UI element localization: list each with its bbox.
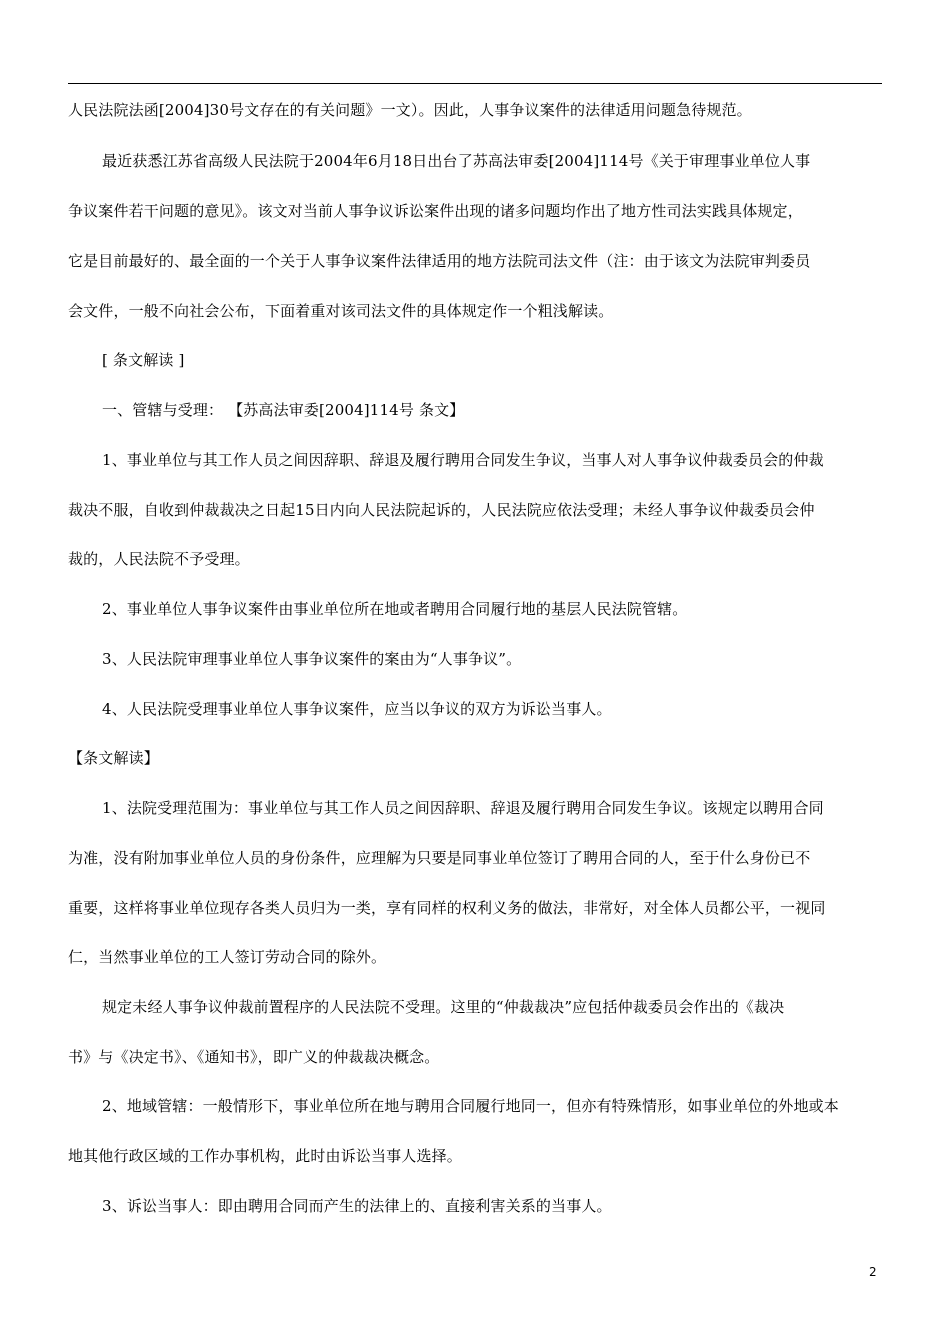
subsection-heading: 一、管辖与受理： 【苏高法审委[2004]114号 条文】 — [102, 401, 465, 419]
text-line: 仁，当然事业单位的工人签订劳动合同的除外。 — [68, 948, 387, 966]
text-line: 人民法院法函[2004]30号文存在的有关问题》一文）。因此，人事争议案件的法律适用问题急待规范。 — [68, 101, 752, 119]
header-rule — [68, 83, 882, 84]
paragraph-first-line: 4、人民法院受理事业单位人事争议案件，应当以争议的双方为诉讼当事人。 — [102, 700, 612, 718]
section-heading: [ 条文解读 ] — [102, 351, 185, 369]
page-number: 2 — [869, 1265, 877, 1279]
text-line: 重要，这样将事业单位现存各类人员归为一类，享有同样的权利义务的做法，非常好，对全体人员都公平，一视同 — [68, 899, 826, 917]
text-line: 为准，没有附加事业单位人员的身份条件，应理解为只要是同事业单位签订了聘用合同的人，至于什么身份已不 — [68, 849, 811, 867]
text-line: 它是目前最好的、最全面的一个关于人事争议案件法律适用的地方法院司法文件（注：由于该文为法院审判委员 — [68, 252, 811, 270]
text-line: 裁决不服，自收到仲裁裁决之日起15日内向人民法院起诉的，人民法院应依法受理；未经人事争议仲裁委员会仲 — [68, 501, 815, 519]
paragraph-first-line: 2、事业单位人事争议案件由事业单位所在地或者聘用合同履行地的基层人民法院管辖。 — [102, 600, 688, 618]
paragraph-first-line: 2、地域管辖：一般情形下，事业单位所在地与聘用合同履行地同一，但亦有特殊情形，如事业单位的外地或本 — [102, 1097, 839, 1115]
paragraph-first-line: 1、法院受理范围为：事业单位与其工作人员之间因辞职、辞退及履行聘用合同发生争议。该规定以聘用合同 — [102, 799, 824, 817]
text-line: 裁的，人民法院不予受理。 — [68, 550, 250, 568]
text-line: 争议案件若干问题的意见》。该文对当前人事争议诉讼案件出现的诸多问题均作出了地方性司法实践具体规定， — [68, 202, 803, 220]
paragraph-first-line: 1、事业单位与其工作人员之间因辞职、辞退及履行聘用合同发生争议，当事人对人事争议仲裁委员会的仲裁 — [102, 451, 824, 469]
text-line: 地其他行政区域的工作办事机构，此时由诉讼当事人选择。 — [68, 1147, 462, 1165]
paragraph-first-line: 规定未经人事争议仲裁前置程序的人民法院不受理。这里的“仲裁裁决”应包括仲裁委员会作出的《裁决 — [102, 998, 785, 1016]
paragraph-first-line: 最近获悉江苏省高级人民法院于2004年6月18日出台了苏高法审委[2004]114号《关于审理事业单位人事 — [102, 152, 811, 170]
text-line: 书》与《决定书》、《通知书》，即广义的仲裁裁决概念。 — [68, 1048, 440, 1066]
text-line: 会文件，一般不向社会公布，下面着重对该司法文件的具体规定作一个粗浅解读。 — [68, 302, 614, 320]
paragraph-first-line: 3、诉讼当事人：即由聘用合同而产生的法律上的、直接利害关系的当事人。 — [102, 1197, 612, 1215]
paragraph-first-line: 3、人民法院审理事业单位人事争议案件的案由为“人事争议”。 — [102, 650, 522, 668]
section-heading: 【条文解读】 — [68, 749, 159, 767]
